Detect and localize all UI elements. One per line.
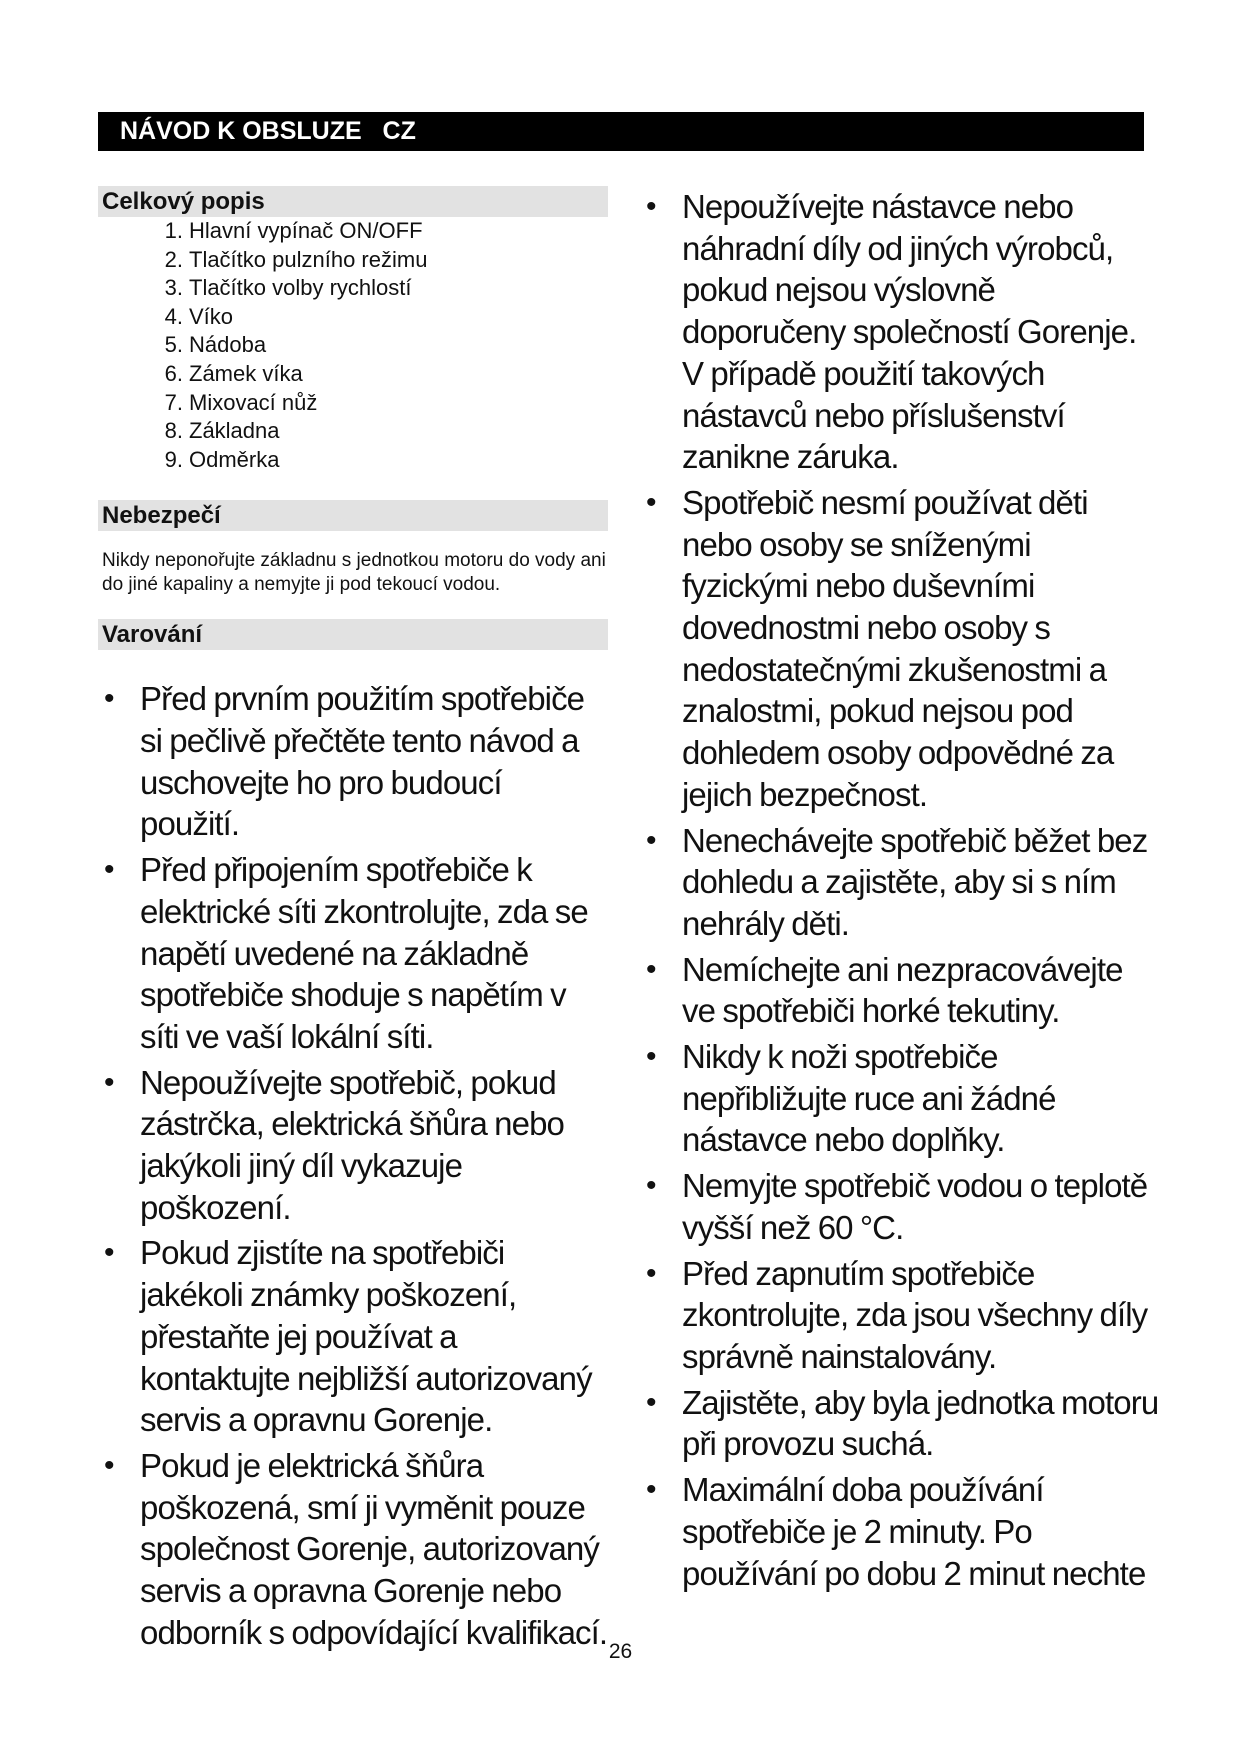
parts-item-number: 1. bbox=[164, 218, 183, 243]
warning-heading: Varování bbox=[98, 619, 608, 650]
warning-bullet-item: • Nenechávejte spotřebič běžet bez dohledu a zajistěte, aby si s ním nehrály děti. bbox=[640, 820, 1160, 945]
warning-bullet-item: • Nemyjte spotřebič vodou o teplotě vyšší než 60 °C. bbox=[640, 1165, 1160, 1248]
left-column bbox=[98, 186, 608, 1658]
parts-item-label: Tlačítko pulzního režimu bbox=[189, 246, 428, 272]
parts-item-label: Mixovací nůž bbox=[189, 389, 318, 415]
parts-list-item bbox=[148, 389, 608, 418]
warning-bullet-item: • Nikdy k noži spotřebiče nepřibližujte ruce ani žádné nástavce nebo doplňky. bbox=[640, 1036, 1160, 1161]
parts-list-item bbox=[148, 274, 608, 303]
danger-text: Nikdy neponořujte základnu s jednotkou motoru do vody ani do jiné kapaliny a nemyjte ji pod tekoucí vodou. bbox=[102, 550, 606, 596]
warning-bullet-item: • Spotřebič nesmí používat děti nebo osoby se sníženými fyzickými nebo duševními dovednostmi nebo osoby s nedostatečnými zkušenostmi a znalostmi, pokud nejsou pod dohledem osoby odpovědné za jejich bezpečnost. bbox=[640, 482, 1160, 816]
parts-list-item bbox=[148, 360, 608, 389]
parts-item-number: 9. bbox=[164, 446, 183, 472]
parts-item-number: 2. bbox=[164, 246, 183, 272]
parts-item-label: Základna bbox=[189, 418, 280, 444]
parts-item-number: 7. bbox=[164, 389, 183, 415]
warning-list-right bbox=[640, 186, 1160, 1594]
parts-list bbox=[98, 217, 608, 474]
warning-bullet-item: • Před prvním použitím spotřebiče si pečlivě přečtěte tento návod a uschovejte ho pro budoucí použití. bbox=[98, 678, 608, 845]
warning-bullet-item: • Maximální doba používání spotřebiče je 2 minuty. Po používání po dobu 2 minut nechte bbox=[640, 1469, 1160, 1594]
parts-item-label: Zámek víka bbox=[189, 360, 303, 386]
warning-bullet-item: • Nepoužívejte spotřebič, pokud zástrčka, elektrická šňůra nebo jakýkoli jiný díl vykazuje poškození. bbox=[98, 1062, 608, 1229]
parts-list-item bbox=[148, 246, 608, 275]
parts-item-label: Víko bbox=[189, 303, 234, 329]
parts-item-number: 4. bbox=[164, 303, 183, 329]
warning-bullet-item: • Pokud je elektrická šňůra poškozená, smí ji vyměnit pouze společnost Gorenje, autorizovaný servis a opravna Gorenje nebo odborník s odpovídající kvalifikací. bbox=[98, 1445, 608, 1654]
danger-heading: Nebezpečí bbox=[98, 500, 608, 531]
parts-item-number: 6. bbox=[164, 360, 183, 386]
parts-heading: Celkový popis bbox=[98, 186, 608, 217]
warning-bullet-item: • Nepoužívejte nástavce nebo náhradní díly od jiných výrobců, pokud nejsou výslovně doporučeny společností Gorenje. V případě použití takových nástavců nebo příslušenství zanikne záruka. bbox=[640, 186, 1160, 478]
page-header: NÁVOD K OBSLUZE CZ bbox=[98, 112, 1144, 151]
warning-bullet-item: • Nemíchejte ani nezpracovávejte ve spotřebiči horké tekutiny. bbox=[640, 949, 1160, 1032]
right-column bbox=[640, 186, 1160, 1598]
parts-item-number: 5. bbox=[164, 332, 183, 358]
parts-item-label: Tlačítko volby rychlostí bbox=[189, 275, 412, 301]
warning-bullet-item: • Před zapnutím spotřebiče zkontrolujte, zda jsou všechny díly správně nainstalovány. bbox=[640, 1253, 1160, 1378]
parts-item-label: Hlavní vypínač ON/OFF bbox=[189, 218, 423, 243]
warning-bullet-item: • Před připojením spotřebiče k elektrické síti zkontrolujte, zda se napětí uvedené na základně spotřebiče shoduje s napětím v síti ve vaší lokální síti. bbox=[98, 849, 608, 1058]
parts-item-label: Nádoba bbox=[189, 332, 267, 358]
parts-item-label: Odměrka bbox=[189, 446, 280, 472]
parts-item-number: 8. bbox=[164, 418, 183, 444]
warning-list-left bbox=[98, 678, 608, 1653]
parts-item-number: 3. bbox=[164, 275, 183, 301]
parts-list-item bbox=[148, 331, 608, 360]
warning-bullet-item: • Zajistěte, aby byla jednotka motoru při provozu suchá. bbox=[640, 1382, 1160, 1465]
parts-list-item bbox=[148, 217, 608, 246]
page-number: 26 bbox=[608, 1640, 633, 1663]
parts-list-item bbox=[148, 446, 608, 475]
parts-list-item bbox=[148, 303, 608, 332]
warning-bullet-item: • Pokud zjistíte na spotřebiči jakékoli známky poškození, přestaňte jej používat a kontaktujte nejbližší autorizovaný servis a opravnu Gorenje. bbox=[98, 1232, 608, 1441]
parts-list-item bbox=[148, 417, 608, 446]
